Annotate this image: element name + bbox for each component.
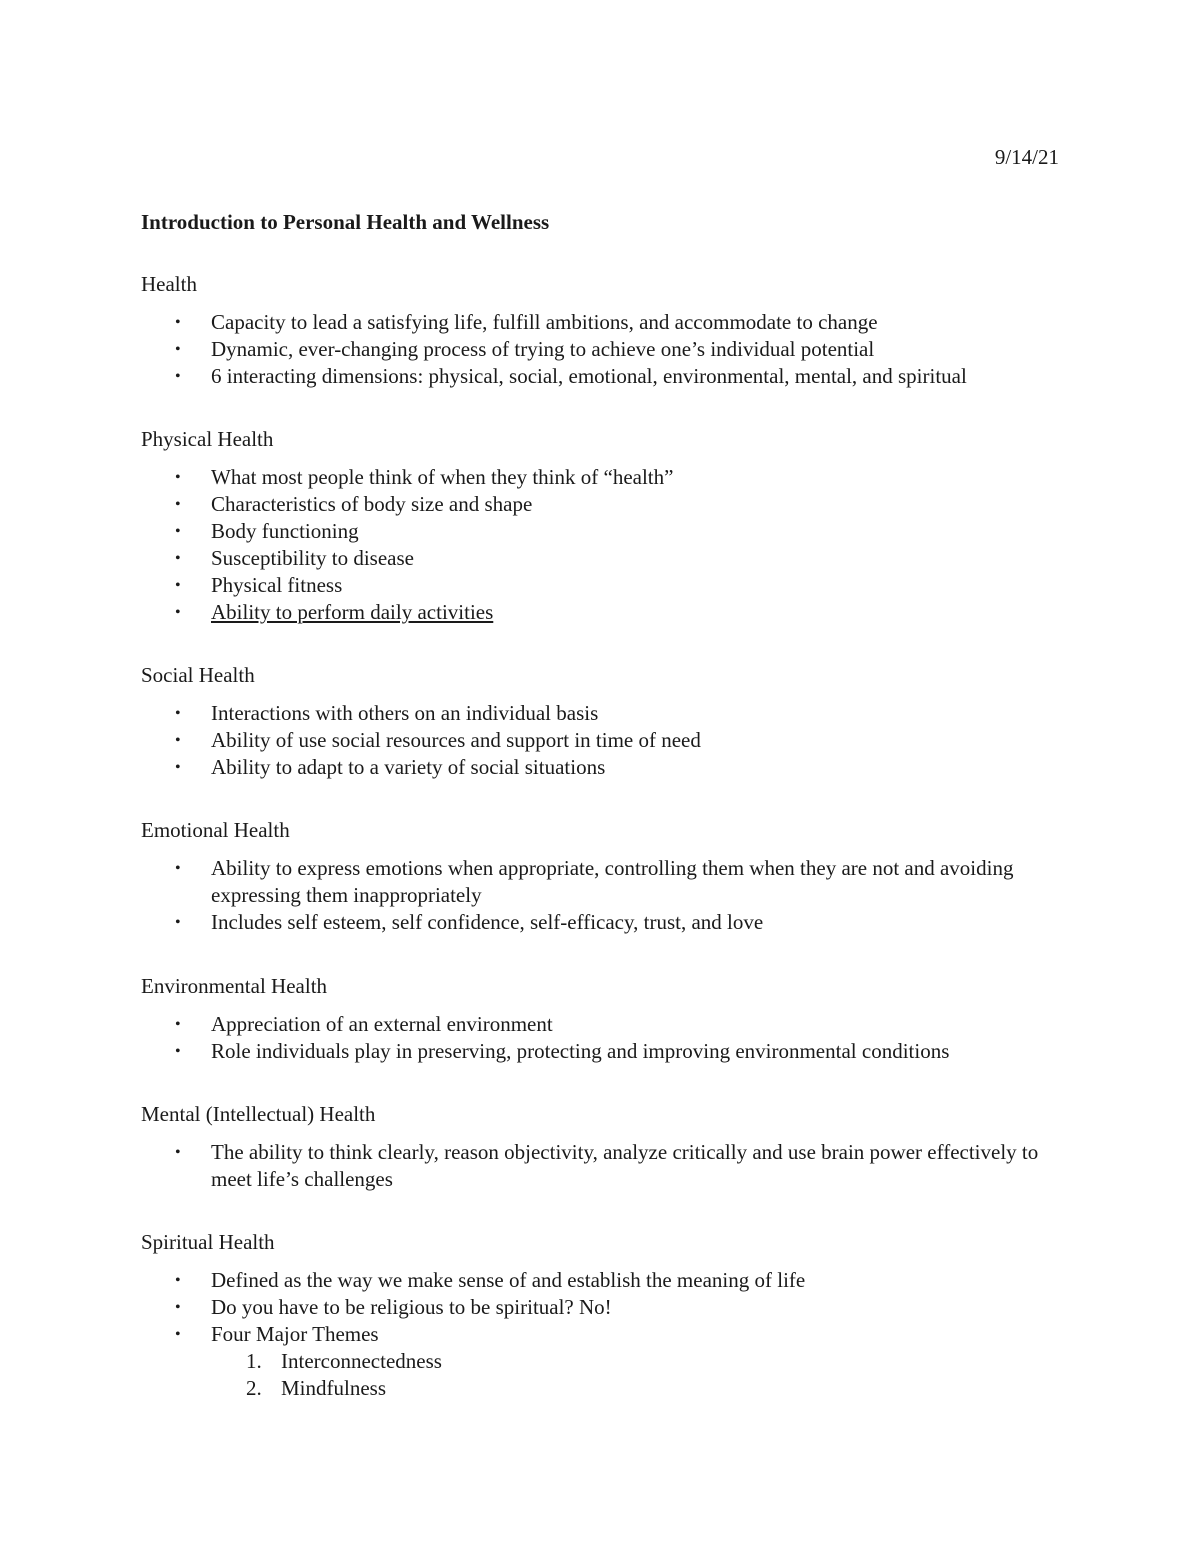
list-item-text: Susceptibility to disease [211, 546, 414, 570]
list-item [141, 1267, 1081, 1294]
list-item-text: Dynamic, ever-changing process of trying to achieve one’s individual potential [211, 337, 875, 361]
list-item [141, 363, 1081, 390]
bullet-icon: • [175, 550, 181, 567]
bullet-list [141, 1011, 1081, 1065]
list-item-text: Body functioning [211, 519, 359, 543]
list-item [141, 1321, 1081, 1348]
list-item-text: Ability to express emotions when appropriate, controlling them when they are not and avoiding expressing them inappropriately [211, 856, 1014, 907]
list-item-text: Characteristics of body size and shape [211, 492, 533, 516]
list-item [141, 855, 1081, 909]
bullet-icon: • [175, 577, 181, 594]
bullet-icon: • [175, 469, 181, 486]
bullet-icon: • [175, 914, 181, 931]
list-item [141, 909, 1081, 936]
bullet-icon: • [175, 1043, 181, 1060]
list-item-text: Includes self esteem, self confidence, self-efficacy, trust, and love [211, 910, 764, 934]
bullet-icon: • [175, 860, 181, 877]
bullet-icon: • [175, 1144, 181, 1161]
list-item [141, 491, 1081, 518]
section-heading: Emotional Health [141, 818, 290, 842]
list-item [141, 518, 1081, 545]
bullet-icon: • [175, 341, 181, 358]
section-heading: Environmental Health [141, 974, 328, 998]
bullet-icon: • [175, 1326, 181, 1343]
bullet-icon: • [175, 1016, 181, 1033]
section-physical-health [141, 426, 1081, 626]
section-emotional-health [141, 817, 1081, 936]
list-item-text: Physical fitness [211, 573, 343, 597]
bullet-icon: • [175, 604, 181, 621]
section-heading: Physical Health [141, 427, 274, 451]
numbered-item-text: Interconnectedness [281, 1349, 442, 1373]
list-item-text: Do you have to be religious to be spiritual? No! [211, 1295, 612, 1319]
list-item [141, 727, 1081, 754]
list-item-text-underlined: Ability to perform daily activities [211, 600, 494, 624]
list-item [141, 309, 1081, 336]
document-date: 9/14/21 [994, 145, 1059, 169]
section-heading: Mental (Intellectual) Health [141, 1102, 376, 1126]
list-item-text: Four Major Themes [211, 1322, 379, 1346]
list-item-text: Interactions with others on an individual basis [211, 701, 599, 725]
section-health [141, 271, 1081, 390]
list-item [141, 1294, 1081, 1321]
bullet-list [141, 1267, 1081, 1348]
list-item-text: Defined as the way we make sense of and establish the meaning of life [211, 1268, 806, 1292]
section-environmental-health [141, 973, 1081, 1065]
section-social-health [141, 662, 1081, 781]
list-item [141, 464, 1081, 491]
bullet-list [141, 464, 1081, 626]
section-heading: Health [141, 272, 197, 296]
list-item [141, 1139, 1081, 1193]
document-title: Introduction to Personal Health and Wellness [141, 210, 550, 234]
bullet-icon: • [175, 523, 181, 540]
bullet-icon: • [175, 314, 181, 331]
numbered-item-text: Mindfulness [281, 1376, 386, 1400]
section-mental-health [141, 1101, 1081, 1193]
bullet-icon: • [175, 496, 181, 513]
list-item [141, 545, 1081, 572]
list-item [141, 336, 1081, 363]
bullet-list [141, 1139, 1081, 1193]
list-item-text: Ability of use social resources and support in time of need [211, 728, 701, 752]
item-number: 1. [246, 1349, 262, 1373]
list-item [141, 1011, 1081, 1038]
section-heading: Social Health [141, 663, 255, 687]
bullet-icon: • [175, 705, 181, 722]
bullet-list [141, 700, 1081, 781]
bullet-icon: • [175, 732, 181, 749]
bullet-list [141, 309, 1081, 390]
list-item-text: Appreciation of an external environment [211, 1012, 553, 1036]
list-item-text: 6 interacting dimensions: physical, social, emotional, environmental, mental, and spiritual [211, 364, 967, 388]
list-item-text: The ability to think clearly, reason objectivity, analyze critically and use brain power effectively to meet life’s challenges [211, 1140, 1039, 1191]
item-number: 2. [246, 1376, 262, 1400]
numbered-item [141, 1348, 1081, 1375]
numbered-list [141, 1348, 1081, 1402]
numbered-item [141, 1375, 1081, 1402]
bullet-list [141, 855, 1081, 936]
bullet-icon: • [175, 1299, 181, 1316]
bullet-icon: • [175, 368, 181, 385]
bullet-icon: • [175, 759, 181, 776]
list-item-text: Role individuals play in preserving, protecting and improving environmental conditions [211, 1039, 950, 1063]
list-item [141, 700, 1081, 727]
list-item [141, 599, 1081, 626]
bullet-icon: • [175, 1272, 181, 1289]
list-item-text: What most people think of when they think of “health” [211, 465, 674, 489]
list-item [141, 754, 1081, 781]
section-heading: Spiritual Health [141, 1230, 275, 1254]
list-item-text: Capacity to lead a satisfying life, fulfill ambitions, and accommodate to change [211, 310, 878, 334]
list-item [141, 572, 1081, 599]
list-item-text: Ability to adapt to a variety of social situations [211, 755, 606, 779]
list-item [141, 1038, 1081, 1065]
section-spiritual-health [141, 1229, 1081, 1402]
